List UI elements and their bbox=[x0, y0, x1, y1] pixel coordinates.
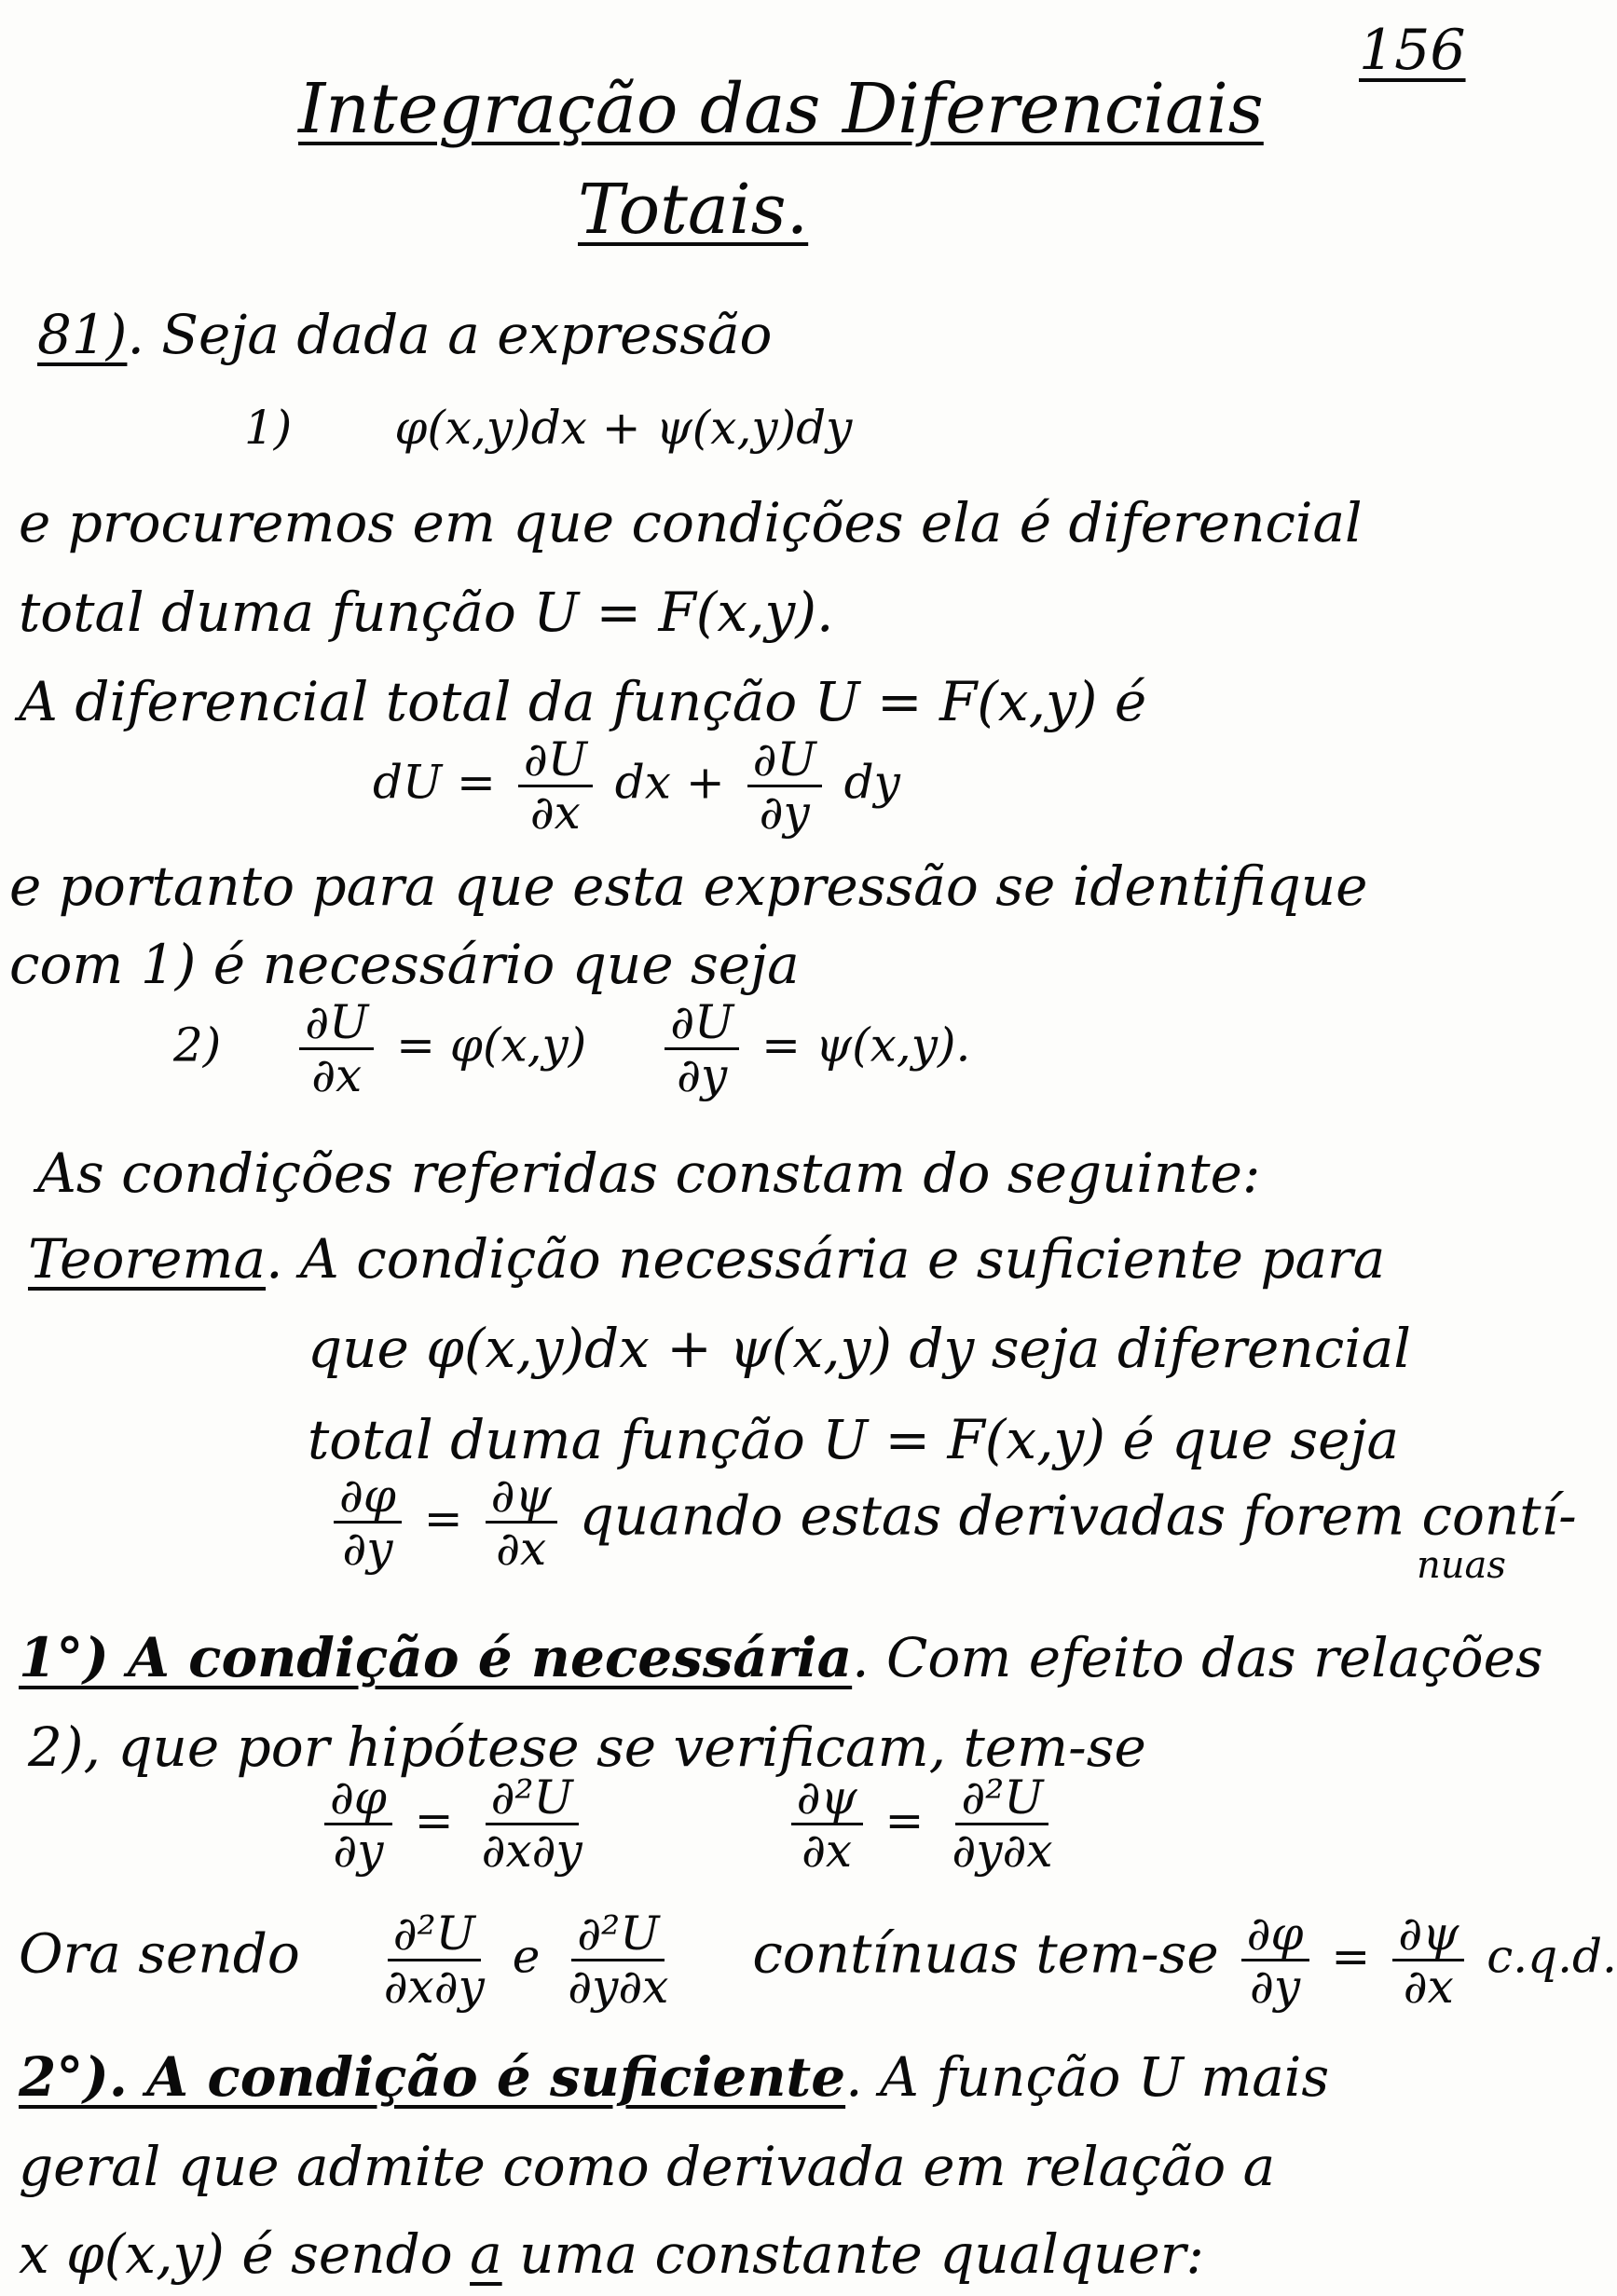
fraction-du-dy bbox=[747, 732, 822, 840]
theorem-condition bbox=[326, 1469, 1577, 1576]
proof-1-text-3b: contínuas tem-se bbox=[752, 1921, 1219, 1986]
fraction-dpsi-dx bbox=[1392, 1906, 1464, 2014]
fraction-denominator: ∂y bbox=[342, 1522, 393, 1576]
fraction-denominator: ∂y bbox=[759, 786, 810, 840]
proof-1-line-1 bbox=[19, 1626, 1543, 1689]
fraction-d2u-dxdy bbox=[476, 1770, 588, 1878]
du-term-1: dx + bbox=[614, 755, 725, 810]
equation-1-body: φ(x,y)dx + ψ(x,y)dy bbox=[394, 401, 853, 455]
section-intro-text: . Seja dada a expressão bbox=[127, 303, 773, 366]
paragraph-1a: e procuremos em que condições ela é diferencial bbox=[19, 491, 1363, 554]
fraction-numerator: ∂U bbox=[747, 736, 822, 787]
constant-a: a bbox=[470, 2222, 502, 2286]
equals-sign: = bbox=[414, 1793, 454, 1848]
proof-1-line-2: 2), que por hipótese se verificam, tem-se bbox=[28, 1715, 1146, 1779]
fraction-dpsi-dx bbox=[486, 1469, 557, 1576]
fraction-denominator: ∂x bbox=[1403, 1960, 1454, 2014]
section-81-intro bbox=[37, 303, 773, 366]
fraction-denominator: ∂x bbox=[496, 1522, 547, 1576]
equation-1 bbox=[244, 401, 853, 455]
total-differential-equation bbox=[373, 732, 900, 840]
fraction-du-dy bbox=[665, 995, 739, 1102]
theorem-text-4: quando estas derivadas forem contí- bbox=[579, 1483, 1577, 1548]
equals-sign: = bbox=[1331, 1929, 1371, 1984]
proof-2-text-3b: uma constante qualquer: bbox=[519, 2222, 1204, 2286]
fraction-du-dx bbox=[518, 732, 593, 840]
section-number: 81) bbox=[37, 303, 128, 366]
proof-1-text-1: . Com efeito das relações bbox=[852, 1626, 1543, 1689]
equation-2a-rhs: = φ(x,y) bbox=[396, 1018, 587, 1073]
equation-2b-rhs: = ψ(x,y). bbox=[761, 1018, 971, 1073]
equals-sign: = bbox=[884, 1793, 925, 1848]
fraction-numerator: ∂²U bbox=[571, 1910, 665, 1961]
fraction-numerator: ∂φ bbox=[1241, 1910, 1309, 1961]
fraction-du-dx bbox=[299, 995, 374, 1102]
theorem-line-3: total duma função U = F(x,y) é que seja bbox=[308, 1408, 1400, 1471]
fraction-numerator: ∂U bbox=[665, 999, 739, 1050]
fraction-denominator: ∂y bbox=[677, 1048, 728, 1102]
fraction-d2u-dxdy bbox=[378, 1906, 490, 2014]
fraction-numerator: ∂ψ bbox=[486, 1472, 557, 1524]
proof-2-line-1 bbox=[19, 2045, 1330, 2109]
fraction-denominator: ∂y bbox=[333, 1824, 384, 1878]
theorem-label: Teorema bbox=[28, 1227, 267, 1291]
theorem-line-1 bbox=[28, 1227, 1386, 1291]
du-lhs: dU = bbox=[373, 755, 496, 810]
equation-2 bbox=[173, 995, 971, 1102]
fraction-numerator: ∂U bbox=[299, 999, 374, 1050]
fraction-denominator: ∂x∂y bbox=[481, 1824, 582, 1878]
fraction-denominator: ∂x bbox=[311, 1048, 363, 1102]
proof-1-text-3a: Ora sendo bbox=[19, 1921, 300, 1986]
equation-1-label: 1) bbox=[244, 401, 293, 455]
fraction-denominator: ∂x bbox=[802, 1824, 853, 1878]
fraction-numerator: ∂²U bbox=[486, 1774, 579, 1825]
proof-1-equations bbox=[317, 1770, 1066, 1878]
fraction-denominator: ∂y∂x bbox=[952, 1824, 1053, 1878]
theorem-text-1: . A condição necessária e suficiente para bbox=[266, 1227, 1386, 1291]
conjunction-e: e bbox=[512, 1929, 541, 1984]
fraction-numerator: ∂²U bbox=[955, 1774, 1048, 1825]
paragraph-3b: com 1) é necessário que seja bbox=[9, 933, 800, 996]
paragraph-2: A diferencial total da função U = F(x,y) é bbox=[19, 670, 1147, 733]
theorem-line-4b: nuas bbox=[1417, 1544, 1506, 1587]
fraction-numerator: ∂U bbox=[518, 736, 593, 787]
qed-mark: c.q.d. bbox=[1487, 1929, 1617, 1984]
fraction-dpsi-dx bbox=[791, 1770, 863, 1878]
theorem-lead: As condições referidas constam do seguinte: bbox=[37, 1141, 1261, 1205]
proof-2-text-3a: x φ(x,y) é sendo bbox=[19, 2222, 453, 2286]
fraction-numerator: ∂ψ bbox=[791, 1774, 863, 1825]
proof-1-label: 1°) A condição é necessária bbox=[19, 1626, 853, 1689]
fraction-numerator: ∂φ bbox=[334, 1472, 402, 1524]
fraction-dphi-dy bbox=[324, 1770, 392, 1878]
paragraph-1b: total duma função U = F(x,y). bbox=[19, 581, 834, 644]
fraction-dphi-dy bbox=[334, 1469, 402, 1576]
proof-2-label: 2°). A condição é suficiente bbox=[19, 2045, 846, 2109]
fraction-d2u-dydx bbox=[946, 1770, 1058, 1878]
proof-1-conclusion bbox=[19, 1906, 1617, 2014]
proof-2-line-3 bbox=[19, 2222, 1204, 2286]
title-line-2: Totais. bbox=[578, 170, 809, 250]
title-line-1: Integração das Diferenciais bbox=[298, 69, 1264, 149]
fraction-denominator: ∂x bbox=[529, 786, 581, 840]
fraction-dphi-dy bbox=[1241, 1906, 1309, 2014]
proof-2-text-1: . A função U mais bbox=[845, 2045, 1330, 2109]
proof-2-line-2: geral que admite como derivada em relação a bbox=[19, 2135, 1276, 2198]
fraction-denominator: ∂y∂x bbox=[568, 1960, 669, 2014]
fraction-d2u-dydx bbox=[562, 1906, 674, 2014]
fraction-numerator: ∂φ bbox=[324, 1774, 392, 1825]
page-number: 156 bbox=[1359, 18, 1466, 83]
paragraph-3a: e portanto para que esta expressão se identifique bbox=[9, 854, 1368, 918]
equals-sign: = bbox=[423, 1491, 463, 1546]
fraction-denominator: ∂x∂y bbox=[383, 1960, 485, 2014]
equation-2-label: 2) bbox=[173, 1018, 222, 1073]
fraction-denominator: ∂y bbox=[1250, 1960, 1301, 2014]
theorem-line-2: que φ(x,y)dx + ψ(x,y) dy seja diferencial bbox=[308, 1317, 1411, 1380]
fraction-numerator: ∂ψ bbox=[1392, 1910, 1464, 1961]
du-term-2: dy bbox=[843, 755, 900, 810]
fraction-numerator: ∂²U bbox=[388, 1910, 481, 1961]
